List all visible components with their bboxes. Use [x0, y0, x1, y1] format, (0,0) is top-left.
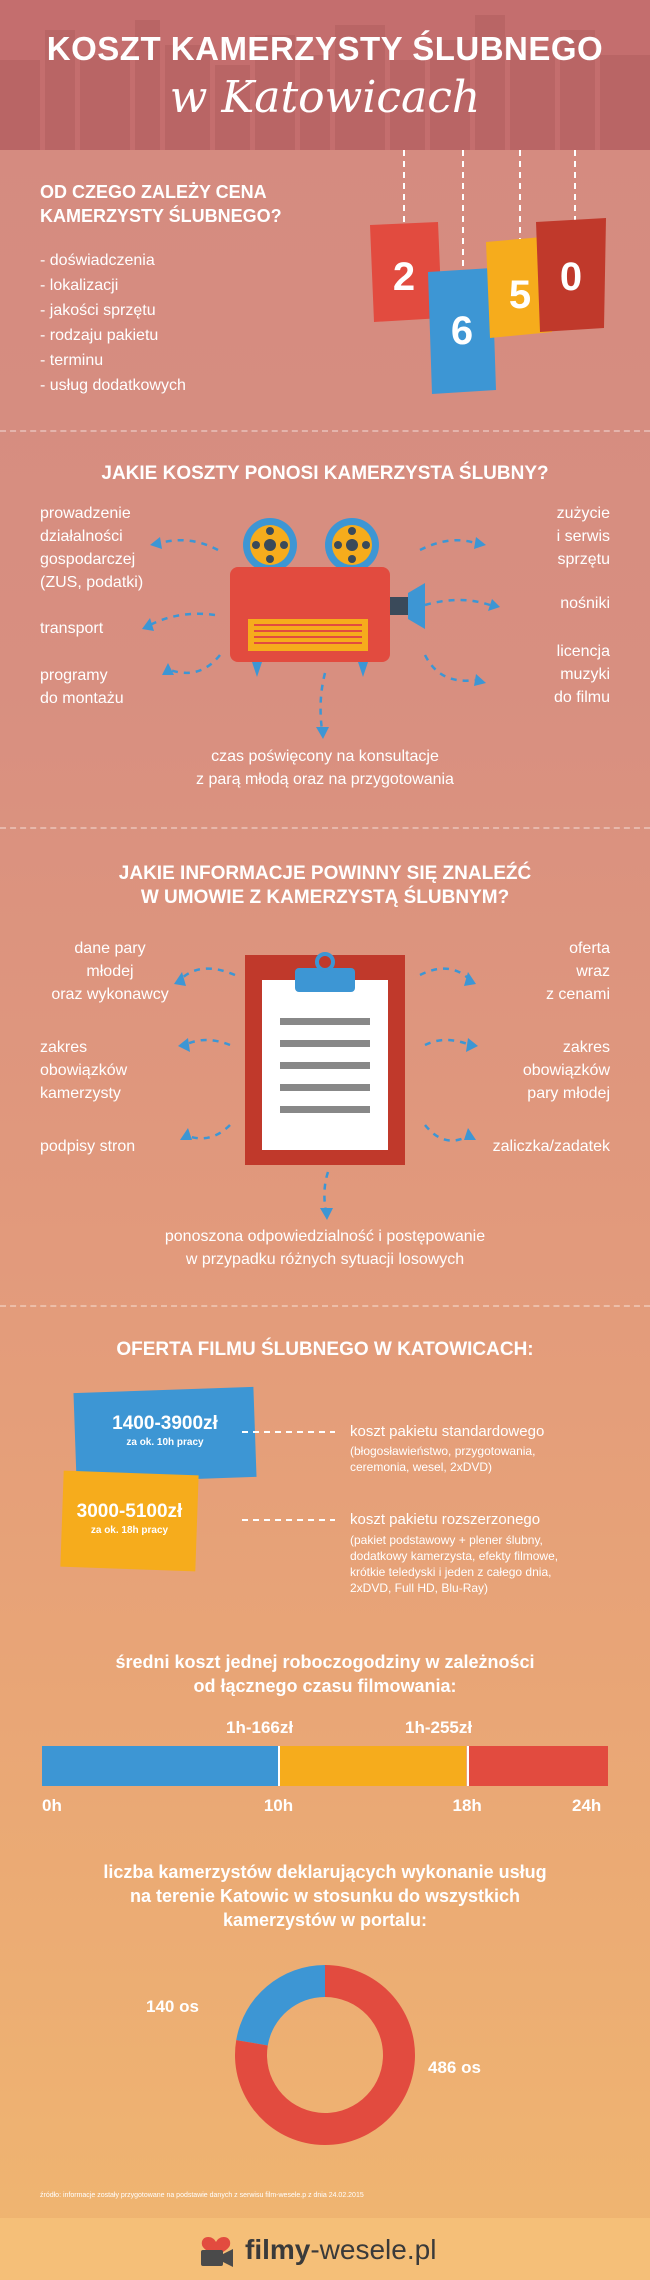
list-item: - doświadczenia: [40, 252, 155, 269]
section-divider: [0, 1305, 650, 1307]
contract-item: podpisy stron: [40, 1138, 136, 1155]
cost-item: zużycie i serwis sprzętu: [556, 505, 610, 568]
clipboard-illustration: [140, 950, 510, 1220]
price-factors-heading-line1: OD CZEGO ZALEŻY CENA: [40, 182, 267, 202]
digit-label: 2: [392, 255, 416, 299]
donut-label-140: 140 os: [146, 1997, 199, 2016]
contract-item: dane pary młodej oraz wykonawcy: [51, 940, 169, 1003]
rate-label: 1h-166zł: [226, 1718, 294, 1737]
contract-item: oferta wraz z cenami: [545, 940, 610, 1003]
hourly-bar-segment: [278, 1746, 467, 1786]
hourly-tick-label: 0h: [42, 1796, 62, 1815]
standard-package-price: [75, 1412, 255, 1449]
digit-label: 6: [450, 309, 474, 353]
donut-label-486: 486 os: [428, 2058, 481, 2077]
list-item: - lokalizacji: [40, 277, 119, 294]
source-note: źródło: informacje zostały przygotowane na podstawie danych z serwisu film-wesele.p z dnia 24.02.2015: [40, 2192, 364, 2199]
contract-item: zakres obowiązków pary młodej: [522, 1039, 610, 1102]
camera-heart-icon: [195, 2232, 237, 2268]
footer: [0, 2218, 650, 2280]
contract-item: ponoszona odpowiedzialność i postępowanie w przypadku różnych sytuacji losowych: [164, 1228, 486, 1268]
digit-label: 5: [508, 273, 532, 317]
cost-item: licencja muzyki do filmu: [553, 643, 610, 706]
costs-heading: JAKIE KOSZTY PONOSI KAMERZYSTA ŚLUBNY?: [101, 463, 549, 484]
hourly-tick-label: 24h: [572, 1796, 602, 1815]
contract-item: zaliczka/zadatek: [492, 1138, 610, 1155]
hourly-tick-label: 10h: [263, 1796, 294, 1815]
list-item: - rodzaju pakietu: [40, 327, 159, 344]
brand-logo-text: [245, 2234, 436, 2266]
section-divider: [0, 827, 650, 829]
package-title: koszt pakietu rozszerzonego: [350, 1511, 541, 1528]
package-price: 1400-3900zł: [112, 1413, 218, 1434]
extended-package-price: [62, 1500, 197, 1537]
cost-item: programy do montażu: [40, 667, 124, 707]
hanging-digit-cards: [360, 150, 620, 400]
header-banner: [0, 0, 650, 150]
list-item: - jakości sprzętu: [40, 302, 156, 319]
page-title: KOSZT KAMERZYSTY ŚLUBNEGO: [46, 30, 604, 67]
contract-heading-line2: W UMOWIE Z KAMERZYSTĄ ŚLUBNYM?: [140, 887, 510, 908]
cost-item: transport: [40, 620, 104, 637]
hourly-bar-segment: [467, 1746, 609, 1786]
package-description: (pakiet podstawowy + plener ślubny, dodatkowy kamerzysta, efekty filmowe, krótkie teledyski i jeden z całego dnia, 2xDVD, Full HD, Blu-Ray): [350, 1533, 559, 1595]
donut-chart: [225, 1955, 425, 2155]
page-subtitle: w Katowicach: [169, 72, 481, 123]
package-price: 3000-5100zł: [76, 1501, 183, 1522]
hourly-heading: średni koszt jednej roboczogodziny w zależności od łącznego czasu filmowania:: [115, 1652, 535, 1696]
cost-item: czas poświęcony na konsultacje z parą młodą oraz na przygotowania: [196, 748, 454, 788]
package-description: (błogosławieństwo, przygotowania, ceremonia, wesel, 2xDVD): [350, 1444, 536, 1474]
rate-label: 1h-255zł: [405, 1718, 473, 1737]
price-factors-heading: [40, 180, 282, 228]
hourly-bar-segment: [42, 1746, 278, 1786]
package-title: koszt pakietu standardowego: [350, 1423, 545, 1440]
cost-item: nośniki: [560, 595, 610, 612]
offer-connectors: [240, 1420, 340, 1530]
donut-heading: liczba kamerzystów deklarujących wykonanie usług na terenie Katowic w stosunku do wszystkich kamerzystów w portalu:: [103, 1862, 547, 1930]
price-factors-heading-line2: KAMERZYSTY ŚLUBNEGO?: [40, 206, 282, 226]
hourly-tick-label: 18h: [452, 1796, 482, 1815]
cost-item: prowadzenie działalności gospodarczej (ZUS, podatki): [40, 505, 144, 591]
package-note: za ok. 18h pracy: [90, 1525, 169, 1536]
offer-heading: OFERTA FILMU ŚLUBNEGO W KATOWICACH:: [116, 1339, 534, 1360]
package-note: za ok. 10h pracy: [126, 1437, 204, 1448]
projector-illustration: [120, 505, 530, 740]
list-item: - usług dodatkowych: [40, 377, 186, 394]
brand-rest: -wesele.pl: [310, 2234, 437, 2265]
donut-slice: [236, 1965, 325, 2045]
contract-heading: [0, 862, 650, 910]
brand-bold: filmy: [245, 2234, 311, 2265]
section-divider: [0, 430, 650, 432]
contract-heading-line1: JAKIE INFORMACJE POWINNY SIĘ ZNALEŹĆ: [118, 863, 532, 884]
contract-item: zakres obowiązków kamerzysty: [40, 1039, 128, 1102]
digit-label: 0: [559, 255, 583, 299]
list-item: - terminu: [40, 352, 104, 369]
price-factors-list: [40, 248, 186, 398]
